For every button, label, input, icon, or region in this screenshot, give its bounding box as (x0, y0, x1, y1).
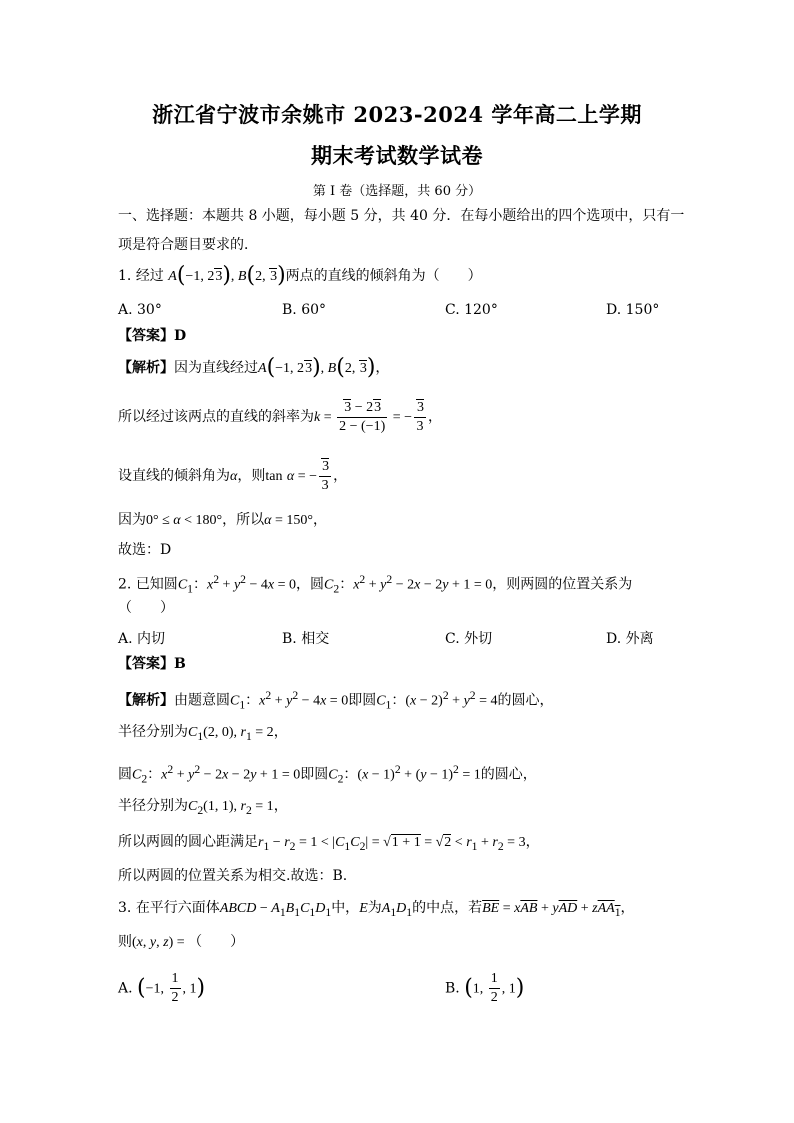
question-2: 2. 已知圆$C_1$：$x^2 + y^2 - 4x = 0$，圆$C_2$：$x^2 + y^2 - 2x - 2y + 1 = 0$，则两圆的位置关系为 (118, 573, 633, 596)
q3-option-b: B. (1, $\frac{1}{2}$ , 1) (445, 971, 525, 1005)
q2-analysis-line1: 【解析】由题意圆$C_1$：$x^2 + y^2 - 4x = 0$即圆$C_1$：$(x - 2)^2 + y^2 = 4$的圆心， (118, 689, 554, 712)
q1-analysis-line3: 设直线的倾斜角为α，则tan α = − $\frac{3}{3}$ ， (118, 458, 348, 493)
q2-answer: 【答案】B (118, 656, 186, 672)
question-3-line2: 则(x, y, z) = （ ） (118, 934, 245, 950)
question-3: 3. 在平行六面体ABCD − $A_1B_1C_1D_1$中，E为$A_1D_1$的中点，若$\overline{BE} = x\overline{AB} + y\overline{AD} + zAA_1$， (118, 900, 635, 919)
q1-analysis-line4: 因为0° ≤ α < 180°，所以α = 150°， (118, 512, 328, 528)
q1-analysis-line2: 所以经过该两点的直线的斜率为k = $\frac{3 - 23}{2 - (-1)}$ = − $\frac{3}{3}$ ， (118, 399, 443, 434)
q2-option-d: D. 外离 (606, 631, 654, 647)
q1-answer: 【答案】D (118, 328, 187, 344)
question-2-paren: （ ） (118, 600, 174, 616)
q2-option-b: B. 相交 (282, 631, 330, 647)
q1-option-a: A. 30° (118, 302, 162, 318)
q2-option-a: A. 内切 (118, 631, 166, 647)
q1-analysis-line1: 【解析】因为直线经过A(−1, 23), B(2, 3)， (118, 355, 390, 380)
exam-title-line1: 浙江省宁波市余姚市 2023-2024 学年高二上学期 (152, 102, 642, 127)
exam-title-line2: 期末考试数学试卷 (311, 143, 483, 168)
section-intro-line2: 项是符合题目要求的． (118, 237, 258, 253)
question-1: 1. 经过 A(−1, 23), B(2, 3)两点的直线的倾斜角为（ ） (118, 263, 482, 288)
q2-analysis-line3: 圆$C_2$：$x^2 + y^2 - 2x - 2y + 1 = 0$即圆$C_2$：$(x - 1)^2 + (y - 1)^2 = 1$的圆心， (118, 763, 537, 786)
q1-conclusion: 故选：D (118, 542, 172, 558)
q1-option-c: C. 120° (445, 302, 498, 318)
q2-option-c: C. 外切 (445, 631, 493, 647)
q3-option-a: A. (−1, $\frac{1}{2}$ , 1) (118, 971, 206, 1005)
q2-analysis-line5: 所以两圆的圆心距满足$r_1 - r_2 = 1 < |C_1C_2| = √1 + 1 = √2 < r_1 + r_2 = 3$， (118, 834, 540, 853)
q1-option-b: B. 60° (282, 302, 327, 318)
section-intro-line1: 一、选择题：本题共 8 小题，每小题 5 分，共 40 分．在每小题给出的四个选项中，只有一 (118, 208, 685, 224)
q2-analysis-line2: 半径分别为$C_1(2$, 0), $r_1 = 2$， (118, 724, 288, 743)
q1-option-d: D. 150° (606, 302, 660, 318)
q2-analysis-line4: 半径分别为$C_2(1$, 1), $r_2 = 1$， (118, 798, 288, 817)
volume-heading: 第 I 卷（选择题，共 60 分） (312, 184, 482, 199)
q2-analysis-line6: 所以两圆的位置关系为相交.故选：B. (118, 868, 348, 884)
